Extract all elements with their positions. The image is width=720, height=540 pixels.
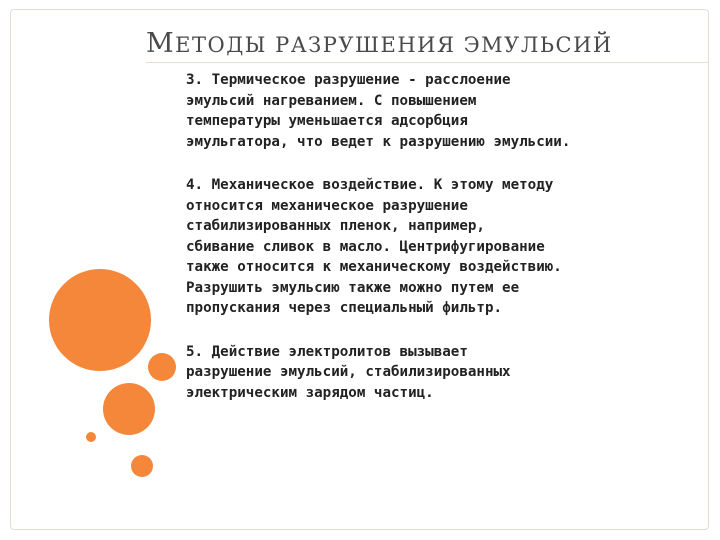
title-first-letter: М (146, 28, 176, 59)
decor-circle-large (49, 269, 151, 371)
slide-body (186, 70, 676, 426)
decor-circle-dot (86, 432, 96, 442)
slide-title (146, 28, 613, 59)
paragraph-thermal: 3. Термическое разрушение - расслоение эмульсий нагреванием. С повышением температуры уменьшается адсорбция эмульгатора, что ведет к разрушению эмульсии. (186, 72, 571, 150)
decor-circle-small (148, 353, 176, 381)
paragraph-mechanical: 4. Механическое воздействие. К этому методу относится механическое разрушение стабилизированных пленок, например, сбивание сливок в масло. Центрифугирование также относится к механическому воздействию. Разрушить эмульсию также можно путем ее пропускания через специальный фильтр. (186, 177, 562, 316)
paragraph-electrolytes: 5. Действие электролитов вызывает разрушение эмульсий, стабилизированных электрическим зарядом частиц. (186, 343, 511, 401)
title-divider (146, 62, 709, 63)
title-rest: ЕТОДЫ РАЗРУШЕНИЯ ЭМУЛЬСИЙ (175, 33, 613, 57)
decor-circle-medium (103, 383, 155, 435)
decor-circle-lower (131, 455, 153, 477)
